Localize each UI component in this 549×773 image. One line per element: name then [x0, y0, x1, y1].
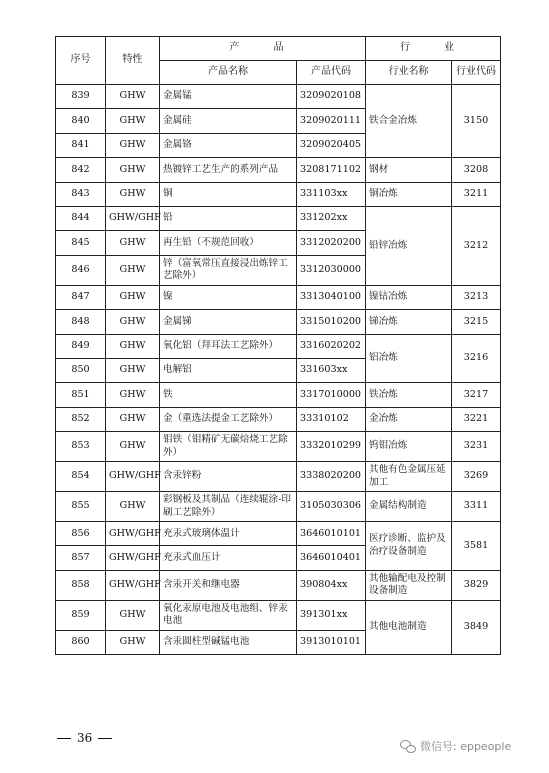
cell-industry-code: 3217	[452, 383, 501, 407]
cell-attribute: GHW/GHF	[106, 570, 160, 600]
cell-attribute: GHW	[106, 358, 160, 382]
cell-industry-name: 医疗诊断、监护及治疗设备制造	[366, 522, 452, 571]
table-body	[56, 85, 501, 655]
cell-industry-code: 3849	[452, 600, 501, 654]
cell-product-name: 镍	[160, 285, 297, 309]
cell-product-code: 390804xx	[297, 570, 366, 600]
cell-product-name: 电解铝	[160, 358, 297, 382]
cell-product-name: 再生铅（不规范回收）	[160, 231, 297, 255]
header-industry-code: 行业代码	[452, 61, 501, 85]
table-row	[56, 85, 501, 109]
cell-attribute: GHW	[106, 231, 160, 255]
cell-attribute: GHW	[106, 310, 160, 334]
cell-product-code: 331202xx	[297, 206, 366, 230]
cell-industry-code: 3311	[452, 492, 501, 522]
table-row	[56, 570, 501, 600]
cell-product-code: 3209020108	[297, 85, 366, 109]
watermark-text: 微信号: eppeople	[420, 740, 512, 753]
cell-attribute: GHW	[106, 255, 160, 285]
cell-attribute: GHW	[106, 334, 160, 358]
table-row	[56, 522, 501, 546]
cell-industry-name: 其他有色金属压延加工	[366, 462, 452, 492]
cell-product-code: 3105030306	[297, 492, 366, 522]
cell-seq: 849	[56, 334, 106, 358]
cell-seq: 846	[56, 255, 106, 285]
cell-industry-name: 钢材	[366, 158, 452, 182]
cell-seq: 842	[56, 158, 106, 182]
page-dash-left	[57, 738, 71, 739]
table-row	[56, 492, 501, 522]
page-number-text: 36	[77, 731, 93, 745]
header-product-group: 产 品	[160, 37, 366, 61]
cell-product-name: 含汞锌粉	[160, 462, 297, 492]
cell-product-code: 3332010299	[297, 432, 366, 462]
cell-product-name: 金属锰	[160, 85, 297, 109]
cell-industry-code: 3581	[452, 522, 501, 571]
cell-product-name: 铁	[160, 383, 297, 407]
cell-attribute: GHW	[106, 182, 160, 206]
cell-product-name: 热镀锌工艺生产的系列产品	[160, 158, 297, 182]
cell-product-name: 金（重选法提金工艺除外）	[160, 407, 297, 431]
cell-seq: 840	[56, 109, 106, 133]
cell-product-code: 3209020405	[297, 133, 366, 157]
cell-industry-code: 3216	[452, 334, 501, 383]
cell-product-name: 氧化铝（拜耳法工艺除外）	[160, 334, 297, 358]
cell-product-code: 3646010101	[297, 522, 366, 546]
table-header	[56, 37, 501, 85]
table-row	[56, 285, 501, 309]
cell-seq: 843	[56, 182, 106, 206]
cell-product-code: 3208171102	[297, 158, 366, 182]
cell-attribute: GHW	[106, 133, 160, 157]
cell-attribute: GHW/GHF	[106, 546, 160, 570]
cell-product-code: 3315010200	[297, 310, 366, 334]
cell-seq: 847	[56, 285, 106, 309]
cell-attribute: GHW	[106, 285, 160, 309]
header-product-code: 产品代码	[297, 61, 366, 85]
cell-product-code: 33310102	[297, 407, 366, 431]
cell-product-name: 金属锑	[160, 310, 297, 334]
cell-product-code: 3209020111	[297, 109, 366, 133]
table-row	[56, 334, 501, 358]
cell-product-code: 3312020200	[297, 231, 366, 255]
cell-seq: 855	[56, 492, 106, 522]
cell-industry-name: 其他输配电及控制设备制造	[366, 570, 452, 600]
cell-attribute: GHW	[106, 600, 160, 630]
cell-product-code: 3313040100	[297, 285, 366, 309]
cell-product-name: 金属硅	[160, 109, 297, 133]
cell-industry-name: 铅锌冶炼	[366, 206, 452, 285]
cell-product-name: 氧化汞原电池及电池组、锌汞电池	[160, 600, 297, 630]
cell-seq: 850	[56, 358, 106, 382]
page-dash-right	[98, 738, 112, 739]
cell-product-name: 钼铁（钼精矿无碳焙烧工艺除外）	[160, 432, 297, 462]
cell-industry-name: 镍钴冶炼	[366, 285, 452, 309]
cell-industry-code: 3269	[452, 462, 501, 492]
header-seq: 序号	[56, 37, 106, 85]
cell-industry-code: 3211	[452, 182, 501, 206]
cell-product-code: 331103xx	[297, 182, 366, 206]
cell-product-name: 铜	[160, 182, 297, 206]
cell-seq: 860	[56, 630, 106, 654]
cell-attribute: GHW	[106, 630, 160, 654]
cell-product-name: 充汞式玻璃体温计	[160, 522, 297, 546]
cell-product-code: 3312030000	[297, 255, 366, 285]
header-industry-group: 行 业	[366, 37, 501, 61]
cell-product-name: 含汞圆柱型碱锰电池	[160, 630, 297, 654]
cell-product-code: 391301xx	[297, 600, 366, 630]
cell-product-name: 铅	[160, 206, 297, 230]
cell-seq: 852	[56, 407, 106, 431]
cell-industry-name: 金冶炼	[366, 407, 452, 431]
cell-seq: 859	[56, 600, 106, 630]
cell-product-name: 充汞式血压计	[160, 546, 297, 570]
table-row	[56, 182, 501, 206]
cell-attribute: GHW/GHF	[106, 206, 160, 230]
header-product-name: 产品名称	[160, 61, 297, 85]
table-row	[56, 407, 501, 431]
cell-product-code: 3646010401	[297, 546, 366, 570]
cell-seq: 845	[56, 231, 106, 255]
cell-industry-name: 铜冶炼	[366, 182, 452, 206]
cell-industry-code: 3213	[452, 285, 501, 309]
cell-product-code: 3913010101	[297, 630, 366, 654]
cell-industry-name: 其他电池制造	[366, 600, 452, 654]
cell-attribute: GHW/GHF	[106, 462, 160, 492]
header-attribute: 特性	[106, 37, 160, 85]
cell-seq: 854	[56, 462, 106, 492]
wechat-icon	[400, 739, 416, 753]
page-number	[57, 731, 112, 745]
cell-product-code: 3317010000	[297, 383, 366, 407]
cell-attribute: GHW	[106, 407, 160, 431]
table-row	[56, 383, 501, 407]
cell-seq: 856	[56, 522, 106, 546]
cell-industry-name: 铁冶炼	[366, 383, 452, 407]
cell-seq: 857	[56, 546, 106, 570]
table-row	[56, 206, 501, 230]
cell-attribute: GHW	[106, 158, 160, 182]
cell-product-code: 3316020202	[297, 334, 366, 358]
cell-seq: 853	[56, 432, 106, 462]
cell-industry-code: 3212	[452, 206, 501, 285]
cell-industry-code: 3231	[452, 432, 501, 462]
cell-product-name: 彩钢板及其制品（连续辊涂-印刷工艺除外）	[160, 492, 297, 522]
cell-seq: 841	[56, 133, 106, 157]
cell-attribute: GHW	[106, 383, 160, 407]
cell-seq: 851	[56, 383, 106, 407]
cell-product-name: 金属铬	[160, 133, 297, 157]
cell-industry-code: 3215	[452, 310, 501, 334]
table-row	[56, 600, 501, 630]
cell-product-name: 含汞开关和继电器	[160, 570, 297, 600]
cell-seq: 858	[56, 570, 106, 600]
watermark	[400, 738, 511, 754]
cell-industry-name: 锑冶炼	[366, 310, 452, 334]
cell-industry-code: 3150	[452, 85, 501, 158]
cell-industry-name: 铝冶炼	[366, 334, 452, 383]
industry-product-table	[55, 36, 501, 655]
cell-product-code: 3338020200	[297, 462, 366, 492]
cell-attribute: GHW	[106, 432, 160, 462]
table-row	[56, 310, 501, 334]
cell-industry-name: 钨钼冶炼	[366, 432, 452, 462]
cell-product-name: 锌（富氧常压直接浸出炼锌工艺除外）	[160, 255, 297, 285]
cell-industry-code: 3221	[452, 407, 501, 431]
cell-industry-code: 3208	[452, 158, 501, 182]
cell-industry-name: 铁合金冶炼	[366, 85, 452, 158]
cell-seq: 844	[56, 206, 106, 230]
cell-product-code: 331603xx	[297, 358, 366, 382]
cell-attribute: GHW	[106, 492, 160, 522]
cell-industry-code: 3829	[452, 570, 501, 600]
table-row	[56, 432, 501, 462]
cell-attribute: GHW/GHF	[106, 522, 160, 546]
cell-industry-name: 金属结构制造	[366, 492, 452, 522]
cell-attribute: GHW	[106, 85, 160, 109]
table-row	[56, 462, 501, 492]
table-row	[56, 158, 501, 182]
header-industry-name: 行业名称	[366, 61, 452, 85]
cell-seq: 839	[56, 85, 106, 109]
cell-seq: 848	[56, 310, 106, 334]
cell-attribute: GHW	[106, 109, 160, 133]
